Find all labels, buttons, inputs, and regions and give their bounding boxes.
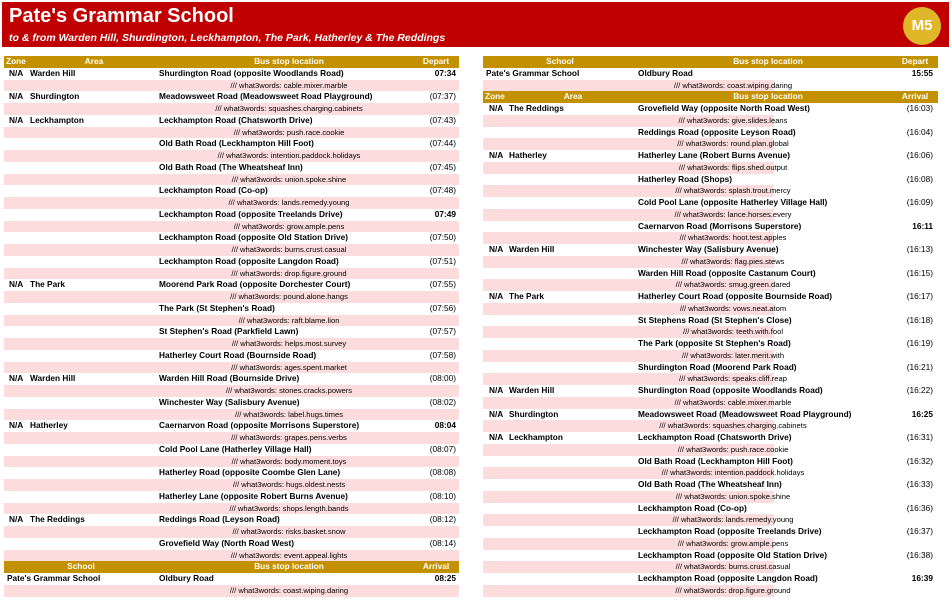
what3words-row	[4, 409, 459, 421]
area-header: Area	[84, 56, 104, 66]
stop-row	[483, 362, 938, 374]
stop-zone: N/A	[9, 67, 24, 78]
stop-location: Leckhampton Road (Chatsworth Drive)	[159, 114, 313, 125]
stop-time: (16:32)	[906, 455, 933, 466]
stop-row	[483, 432, 938, 444]
stop-time: 08:04	[434, 420, 456, 431]
stop-row	[483, 221, 938, 233]
stop-location: Leckhampton Road (Chatsworth Drive)	[638, 432, 792, 442]
stop-row	[483, 197, 938, 209]
stop-time: (16:09)	[906, 197, 933, 207]
what3words-text: /// what3words: body.moment.toys	[231, 456, 347, 466]
stop-time: (08:08)	[429, 467, 456, 478]
what3words-text: /// what3words: helps.most.survey	[231, 339, 347, 348]
what3words-text: /// what3words: event.appeal.lights	[230, 550, 348, 560]
zone-header: Zone	[485, 91, 505, 102]
stop-location: Reddings Road (opposite Leyson Road)	[638, 126, 796, 137]
what3words-text: /// what3words: grow.ample.pens	[233, 221, 345, 231]
stop-area: Hatherley	[30, 420, 68, 431]
stop-row	[483, 315, 938, 327]
what3words-text: /// what3words: squashes.charging.cabinets	[215, 104, 363, 113]
time-header: Arrival	[901, 91, 929, 102]
stop-row	[483, 479, 938, 491]
stop-time: (07:55)	[429, 279, 456, 290]
what3words-row	[483, 256, 938, 268]
stop-row	[4, 397, 459, 409]
stop-time: (08:10)	[429, 490, 456, 501]
location-header: Bus stop location	[733, 91, 803, 102]
what3words-row	[4, 291, 459, 303]
stop-location: Hatherley Lane (Robert Burns Avenue)	[638, 150, 790, 160]
what3words-row	[4, 526, 459, 538]
what3words-row	[483, 397, 938, 409]
stop-time: (07:56)	[429, 302, 456, 313]
what3words-text: /// what3words: drop.figure.ground	[231, 268, 347, 278]
stop-row	[4, 279, 459, 291]
school-stop-location: Oldbury Road	[159, 573, 214, 583]
stop-location: Winchester Way (Salisbury Avenue)	[638, 244, 779, 254]
stop-time: (16:17)	[906, 291, 933, 301]
stop-row	[4, 162, 459, 174]
what3words-row	[483, 585, 938, 597]
stop-location: Shurdington Road (Moorend Park Road)	[638, 361, 797, 372]
stop-location: Leckhampton Road (Co-op)	[638, 502, 747, 513]
what3words-row	[483, 350, 938, 362]
stop-time: (16:38)	[906, 549, 933, 560]
stop-time: (16:15)	[906, 267, 933, 278]
what3words-row	[4, 385, 459, 397]
what3words-text: /// what3words: grapes.pens.verbs	[231, 433, 347, 442]
stop-location: Hatherley Road (Shops)	[638, 173, 733, 184]
stop-zone: N/A	[489, 408, 504, 419]
what3words-row	[483, 279, 938, 291]
time-header: Depart	[901, 56, 929, 66]
stop-row	[483, 268, 938, 280]
stop-zone: N/A	[489, 385, 504, 395]
stop-time: (16:04)	[906, 126, 933, 137]
stop-row	[4, 326, 459, 338]
stop-location: Cold Pool Lane (opposite Hatherley Village Hall)	[638, 197, 828, 207]
what3words-text: /// what3words: drop.figure.ground	[675, 585, 791, 595]
stop-row	[4, 491, 459, 503]
stop-location: The Park (opposite St Stephen's Road)	[638, 338, 791, 348]
header-banner	[2, 2, 949, 47]
to-school-timetable	[4, 56, 459, 597]
what3words-text: /// what3words: intention.paddock.holidays	[661, 468, 805, 478]
stop-time: (16:33)	[906, 479, 933, 489]
stop-area: Warden Hill	[509, 244, 555, 254]
what3words-row	[483, 185, 938, 197]
stop-time: 07:34	[434, 67, 456, 78]
stop-row	[4, 232, 459, 244]
what3words-text: /// what3words: label.hugs.times	[234, 409, 344, 419]
stop-zone: N/A	[9, 514, 24, 525]
what3words-row	[4, 456, 459, 468]
what3words-text: /// what3words: hugs.oldest.nests	[232, 480, 346, 489]
stop-location: Leckhampton Road (opposite Treelands Drive)	[159, 208, 343, 219]
stop-zone: N/A	[9, 420, 24, 431]
stop-location: Meadowsweet Road (Meadowsweet Road Playground)	[638, 408, 852, 419]
what3words-text: /// what3words: give.slides.leans	[678, 115, 788, 125]
school-stop-time: 15:55	[911, 67, 933, 78]
stop-time: 16:25	[911, 408, 933, 419]
stop-row	[4, 91, 459, 103]
what3words-text: /// what3words: coast.wiping.daring	[229, 585, 349, 595]
stop-time: (07:37)	[429, 91, 456, 102]
stop-row	[4, 303, 459, 315]
what3words-row	[4, 362, 459, 374]
what3words-row	[4, 197, 459, 209]
stop-area: The Park	[509, 291, 545, 301]
what3words-row	[4, 174, 459, 186]
stop-row	[4, 68, 459, 80]
what3words-row	[483, 444, 938, 456]
what3words-text: /// what3words: smug.green.dared	[675, 280, 791, 290]
stop-area: Leckhampton	[30, 114, 84, 125]
area-header: Area	[563, 91, 583, 102]
stop-location: Grovefield Way (North Road West)	[159, 537, 295, 548]
stop-row	[4, 538, 459, 550]
what3words-text: /// what3words: squashes.charging.cabinets	[659, 421, 807, 431]
stop-zone: N/A	[489, 244, 504, 254]
what3words-row	[4, 127, 459, 139]
stop-location: Hatherley Lane (opposite Robert Burns Avenue)	[159, 490, 348, 501]
stop-row	[483, 573, 938, 585]
stop-location: Shurdington Road (opposite Woodlands Road)	[159, 67, 344, 78]
what3words-row	[4, 338, 459, 350]
stop-location: Leckhampton Road (Co-op)	[159, 185, 268, 196]
what3words-text: /// what3words: teeth.with.fool	[682, 327, 784, 337]
what3words-text: /// what3words: stones.cracks.powers	[225, 386, 353, 395]
stop-location: Grovefield Way (opposite North Road West)	[638, 103, 810, 113]
what3words-row	[483, 162, 938, 174]
stop-row	[483, 127, 938, 139]
stop-location: Winchester Way (Salisbury Avenue)	[159, 396, 300, 407]
what3words-row	[483, 232, 938, 244]
stop-location: Moorend Park Road (opposite Dorchester Court)	[159, 279, 351, 290]
what3words-row	[4, 80, 459, 92]
what3words-text: /// what3words: union.spoke.shine	[675, 491, 791, 501]
stop-location: Leckhampton Road (opposite Langdon Road)	[638, 573, 818, 583]
what3words-row	[4, 432, 459, 444]
what3words-row	[483, 326, 938, 338]
stop-time: (07:43)	[429, 114, 456, 125]
what3words-row	[483, 373, 938, 385]
stop-time: 16:39	[911, 573, 933, 583]
stop-location: Hatherley Court Road (opposite Bournside Road)	[638, 291, 833, 301]
stop-row	[483, 338, 938, 350]
stop-zone: N/A	[489, 150, 504, 160]
school-header: School	[546, 56, 574, 66]
stop-location: Old Bath Road (Leckhampton Hill Foot)	[159, 138, 314, 149]
stop-location: Caernarvon Road (Morrisons Superstore)	[638, 220, 802, 231]
stop-location: Caernarvon Road (opposite Morrisons Superstore)	[159, 420, 360, 431]
what3words-text: /// what3words: vows.neat.atom	[679, 303, 787, 313]
stop-row	[4, 514, 459, 526]
stop-row	[4, 209, 459, 221]
what3words-text: /// what3words: later.merit.with	[681, 350, 785, 360]
what3words-text: /// what3words: lands.remedy.young	[672, 515, 794, 525]
stop-row	[4, 138, 459, 150]
what3words-text: /// what3words: pound.alone.hangs	[230, 292, 348, 301]
stop-time: (08:02)	[429, 396, 456, 407]
stop-time: (07:50)	[429, 232, 456, 243]
stop-location: Hatherley Road (opposite Coombe Glen Lane)	[159, 467, 341, 478]
stop-time: (16:31)	[906, 432, 933, 442]
stop-time: (16:37)	[906, 526, 933, 536]
what3words-text: /// what3words: push.race.cookie	[677, 444, 789, 454]
stop-row	[483, 150, 938, 162]
what3words-row	[483, 420, 938, 432]
stop-time: (16:22)	[906, 385, 933, 395]
what3words-text: /// what3words: burns.crust.casual	[675, 562, 791, 572]
stop-time: (16:19)	[906, 338, 933, 348]
what3words-text: /// what3words: hoot.test.apples	[679, 233, 787, 243]
stop-zone: N/A	[489, 432, 504, 442]
stop-location: Leckhampton Road (opposite Old Station Drive)	[638, 549, 827, 560]
stop-time: (08:00)	[429, 373, 456, 384]
stop-area: Hatherley	[509, 150, 547, 160]
location-header: Bus stop location	[254, 56, 324, 66]
school-stop-location: Oldbury Road	[638, 67, 693, 78]
what3words-text: /// what3words: ages.spent.market	[231, 362, 347, 372]
stop-time: (08:07)	[429, 443, 456, 454]
stop-location: Old Bath Road (The Wheatsheaf Inn)	[159, 161, 303, 172]
stop-row	[483, 103, 938, 115]
route-badge: M5	[903, 7, 941, 45]
stop-time: (16:18)	[906, 314, 933, 325]
what3words-text: /// what3words: push.race.cookie	[233, 127, 345, 137]
stop-area: Warden Hill	[30, 373, 76, 384]
what3words-text: /// what3words: grow.ample.pens	[677, 538, 789, 548]
stop-zone: N/A	[9, 114, 24, 125]
stop-location: Reddings Road (Leyson Road)	[159, 514, 280, 525]
what3words-row	[483, 115, 938, 127]
school-name: Pate's Grammar School	[7, 573, 101, 583]
what3words-row	[483, 514, 938, 526]
stop-row	[483, 550, 938, 562]
what3words-text: /// what3words: shops.length.bands	[229, 503, 349, 513]
location-header: Bus stop location	[733, 56, 803, 66]
stop-time: (07:44)	[429, 138, 456, 149]
stop-time: (07:48)	[429, 185, 456, 196]
stop-row	[4, 444, 459, 456]
stop-area: Warden Hill	[509, 385, 555, 395]
stop-location: Shurdington Road (opposite Woodlands Road)	[638, 385, 823, 395]
table-header	[4, 56, 459, 68]
what3words-row	[483, 467, 938, 479]
what3words-text: /// what3words: splash.trout.mercy	[675, 186, 791, 196]
stop-row	[4, 256, 459, 268]
stop-area: Shurdington	[30, 91, 80, 102]
zone-header: Zone	[6, 56, 26, 66]
stop-time: (07:57)	[429, 326, 456, 337]
what3words-row	[4, 244, 459, 256]
school-header: School	[67, 561, 95, 572]
stop-time: (07:58)	[429, 349, 456, 360]
stop-location: Hatherley Court Road (Bournside Road)	[159, 349, 317, 360]
stop-location: Meadowsweet Road (Meadowsweet Road Playground)	[159, 91, 373, 102]
what3words-row	[483, 138, 938, 150]
table-header	[483, 91, 938, 103]
stop-row	[483, 526, 938, 538]
what3words-text: /// what3words: coast.wiping.daring	[673, 80, 793, 90]
stop-location: Leckhampton Road (opposite Langdon Road)	[159, 255, 339, 266]
what3words-row	[483, 303, 938, 315]
stop-area: The Reddings	[30, 514, 85, 525]
what3words-row	[483, 538, 938, 550]
what3words-text: /// what3words: lance.horses.every	[674, 209, 792, 219]
what3words-row	[483, 80, 938, 92]
what3words-row	[483, 561, 938, 573]
stop-location: St Stephens Road (St Stephen's Close)	[638, 314, 792, 325]
what3words-row	[4, 550, 459, 562]
location-header: Bus stop location	[254, 561, 324, 572]
what3words-text: /// what3words: intention.paddock.holidays	[217, 151, 361, 160]
stop-row	[483, 385, 938, 397]
school-stop-row	[4, 573, 459, 585]
stop-time: (07:51)	[429, 255, 456, 266]
what3words-text: /// what3words: flag.pies.stews	[681, 256, 785, 266]
what3words-text: /// what3words: lands.remedy.young	[228, 198, 350, 207]
what3words-text: /// what3words: speaks.cliff.reap	[679, 374, 787, 384]
what3words-row	[483, 491, 938, 503]
stop-row	[4, 350, 459, 362]
school-stop-time: 08:25	[434, 573, 456, 583]
what3words-row	[4, 315, 459, 327]
stop-row	[4, 185, 459, 197]
stop-time: (07:45)	[429, 161, 456, 172]
stop-zone: N/A	[9, 91, 24, 102]
stop-time: (16:08)	[906, 173, 933, 184]
stop-zone: N/A	[9, 373, 24, 384]
what3words-row	[4, 479, 459, 491]
what3words-row	[4, 503, 459, 515]
what3words-text: /// what3words: union.spoke.shine	[231, 174, 347, 184]
stop-row	[4, 467, 459, 479]
stop-row	[483, 409, 938, 421]
page-title: Pate's Grammar School	[9, 5, 234, 27]
stop-time: (16:06)	[906, 150, 933, 160]
stop-row	[483, 503, 938, 515]
stop-row	[483, 291, 938, 303]
stop-location: Leckhampton Road (opposite Treelands Drive)	[638, 526, 822, 536]
what3words-text: /// what3words: flips.shed.output	[678, 162, 788, 172]
stop-location: Leckhampton Road (opposite Old Station Drive)	[159, 232, 348, 243]
time-header: Depart	[422, 56, 450, 66]
stop-area: The Park	[30, 279, 66, 290]
stop-time: (08:14)	[429, 537, 456, 548]
what3words-text: /// what3words: burns.crust.casual	[231, 245, 347, 254]
time-header: Arrival	[422, 561, 450, 572]
stop-row	[483, 244, 938, 256]
stop-location: The Park (St Stephen's Road)	[159, 302, 275, 313]
what3words-row	[4, 103, 459, 115]
stop-row	[483, 456, 938, 468]
school-table-header	[4, 561, 459, 573]
stop-time: (16:21)	[906, 361, 933, 372]
what3words-text: /// what3words: round.plan.global	[677, 139, 789, 149]
stop-zone: N/A	[9, 279, 24, 290]
what3words-text: /// what3words: cable.mixer.marble	[230, 80, 348, 90]
stop-time: (16:36)	[906, 502, 933, 513]
what3words-row	[483, 209, 938, 221]
stop-row	[4, 115, 459, 127]
stop-time: (08:12)	[429, 514, 456, 525]
school-table-header	[483, 56, 938, 68]
stop-zone: N/A	[489, 291, 504, 301]
school-stop-row	[483, 68, 938, 80]
stop-time: 16:11	[912, 220, 933, 231]
stop-time: (16:03)	[906, 103, 933, 113]
stop-location: St Stephen's Road (Parkfield Lawn)	[159, 326, 299, 337]
from-school-timetable	[483, 56, 938, 597]
school-name: Pate's Grammar School	[486, 67, 580, 78]
what3words-row	[4, 150, 459, 162]
stop-location: Old Bath Road (The Wheatsheaf Inn)	[638, 479, 782, 489]
stop-location: Warden Hill Road (opposite Castanum Court)	[638, 267, 816, 278]
stop-location: Cold Pool Lane (Hatherley Village Hall)	[159, 443, 312, 454]
stop-area: Shurdington	[509, 408, 559, 419]
stop-row	[4, 420, 459, 432]
what3words-text: /// what3words: raft.blame.lion	[238, 315, 340, 325]
what3words-row	[4, 221, 459, 233]
stop-row	[4, 373, 459, 385]
stop-location: Old Bath Road (Leckhampton Hill Foot)	[638, 455, 793, 466]
stop-area: Leckhampton	[509, 432, 563, 442]
stop-area: Warden Hill	[30, 67, 76, 78]
what3words-text: /// what3words: cable.mixer.marble	[674, 397, 792, 407]
what3words-row	[4, 585, 459, 597]
what3words-row	[4, 268, 459, 280]
stop-time: 07:49	[434, 208, 456, 219]
stop-area: The Reddings	[509, 103, 564, 113]
page-subtitle: to & from Warden Hill, Shurdington, Leckhampton, The Park, Hatherley & The Reddings	[9, 32, 446, 44]
stop-time: (16:13)	[906, 244, 933, 254]
stop-location: Warden Hill Road (Bournside Drive)	[159, 373, 300, 384]
stop-zone: N/A	[489, 103, 504, 113]
what3words-text: /// what3words: risks.basket.snow	[232, 527, 346, 536]
stop-row	[483, 174, 938, 186]
